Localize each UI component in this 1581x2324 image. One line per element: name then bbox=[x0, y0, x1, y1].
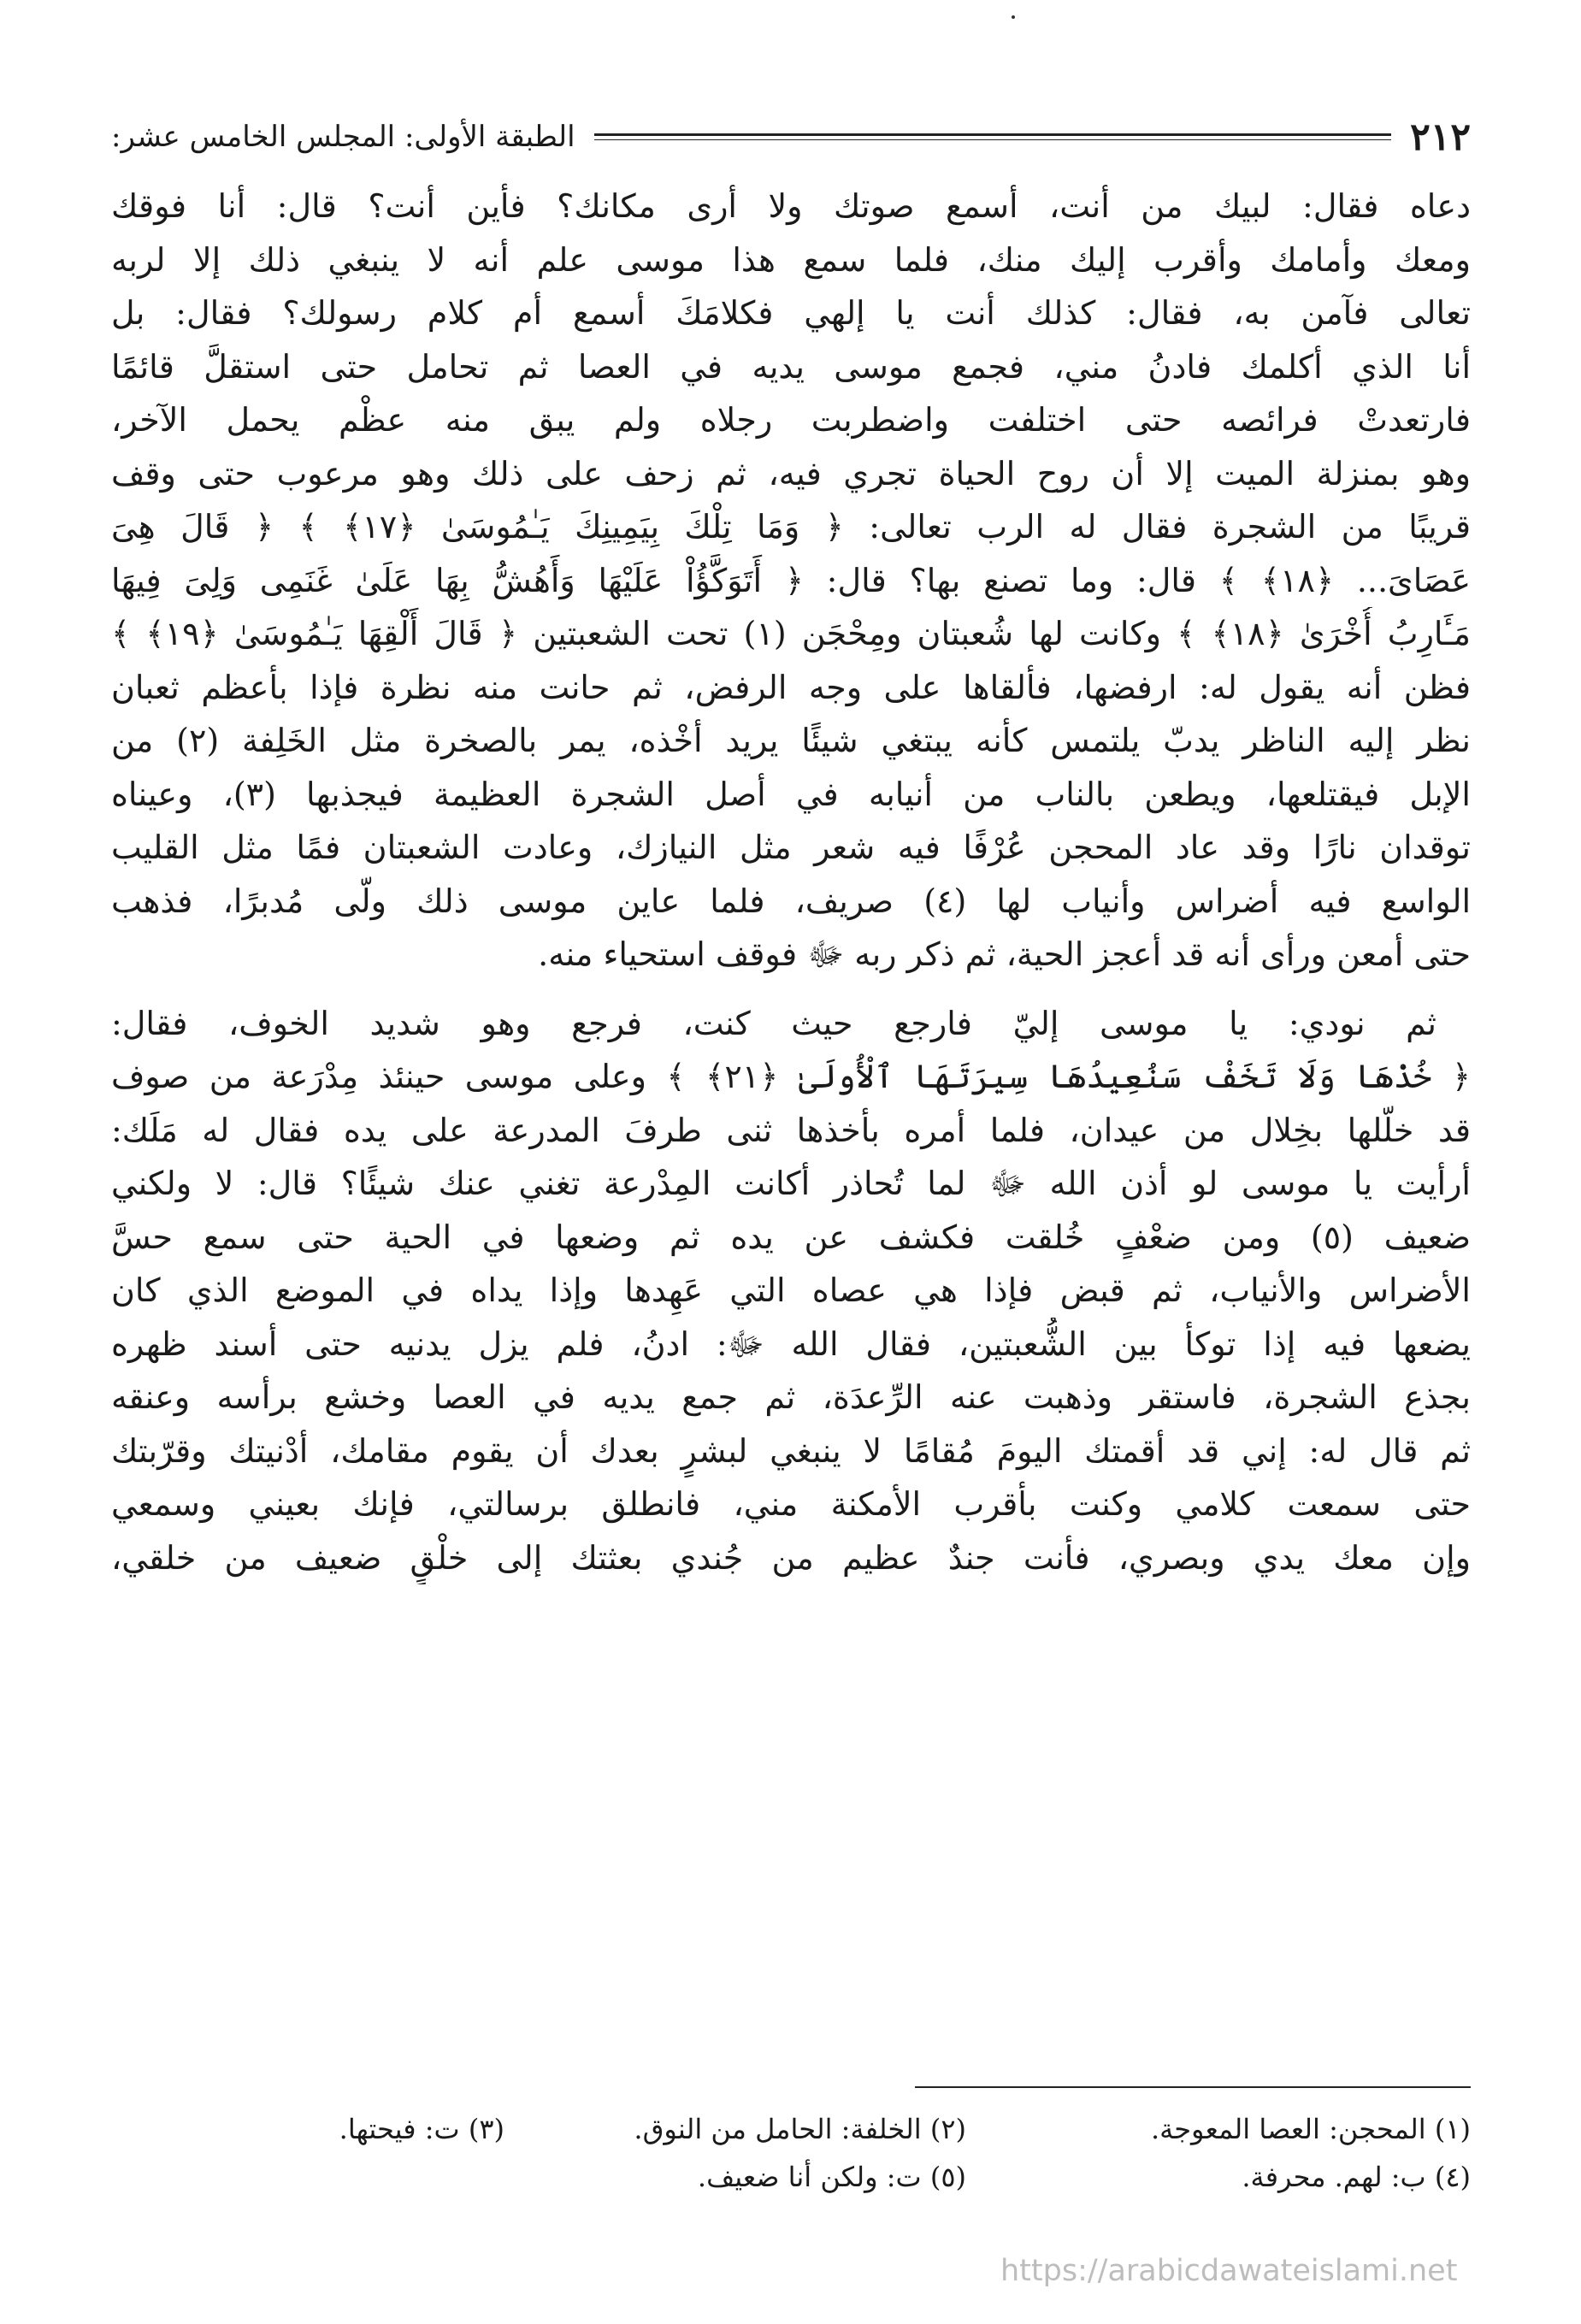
text-line: مَـَٔارِبُ أُخْرَىٰ ﴿١٨﴾ ﴾ وكانت لها شُعبتان ومِحْجَن (١) تحت الشعبتين ﴿ قَالَ أَلْقِهَا يَـٰمُوسَىٰ ﴿١٩﴾ ﴾ bbox=[111, 615, 1471, 652]
text-line: حتى سمعت كلامي وكنت بأقرب الأمكنة مني، فانطلق برسالتي، فإنك بعيني وسمعي bbox=[111, 1485, 1471, 1523]
text-line: قريبًا من الشجرة فقال له الرب تعالى: ﴿ وَمَا تِلْكَ بِيَمِينِكَ يَـٰمُوسَىٰ ﴿١٧﴾ ﴾ ﴿ قَالَ هِىَ bbox=[111, 508, 1471, 546]
speck-mark bbox=[1012, 15, 1015, 19]
text-line: قد خلّلها بخِلال من عيدان، فلما أمره بأخذها ثنى طرفَ المدرعة على يده فقال له مَلَك: bbox=[111, 1111, 1471, 1149]
paragraph-1 bbox=[111, 180, 1471, 982]
paragraph-gap bbox=[111, 982, 1471, 997]
text-line: الأضراس والأنياب، ثم قبض فإذا هي عصاه التي عَهِدها وإذا يداه في الموضع الذي كان bbox=[111, 1271, 1471, 1309]
footnote-row bbox=[111, 2153, 1471, 2201]
text-line: ثم نودي: يا موسى إليّ فارجع حيث كنت، فرجع وهو شديد الخوف، فقال: bbox=[111, 1004, 1436, 1042]
page-header bbox=[111, 111, 1471, 162]
text-line: بجذع الشجرة، فاستقر وذهبت عنه الرِّعدَة، ثم جمع يديه في العصا وخشع برأسه وعنقه bbox=[111, 1378, 1471, 1416]
text-line: الواسع فيه أضراس وأنياب لها (٤) صريف، فلما عاين موسى ذلك ولّى مُدبرًا، فذهب bbox=[111, 882, 1471, 920]
text-line: توقدان نارًا وقد عاد المحجن عُرْفًا فيه شعر مثل النيازك، وعادت الشعبتان فمًا مثل القليب bbox=[111, 829, 1471, 866]
footnotes bbox=[111, 2105, 1471, 2201]
text-line: فظن أنه يقول له: ارفضها، فألقاها على وجه الرفض، ثم حانت منه نظرة فإذا بأعظم ثعبان bbox=[111, 668, 1471, 706]
text-line: تعالى فآمن به، فقال: كذلك أنت يا إلهي فكلامَكَ أسمع أم كلام رسولك؟ فقال: بل bbox=[111, 294, 1471, 332]
text-line: ﴿ خُذْهَا وَلَا تَخَفْ سَنُعِيدُهَا سِيرَتَهَا ٱلْأُولَىٰ ﴿٢١﴾ ﴾ وعلى موسى حينئذ مِدْرَعة من صوف bbox=[111, 1058, 1471, 1095]
text-line: ضعيف (٥) ومن ضعْفٍ خُلقت فكشف عن يده ثم وضعها في الحية حتى سمع حسَّ bbox=[111, 1218, 1471, 1256]
site-watermark: https://arabicdawateislami.net bbox=[1000, 2254, 1458, 2288]
text-line: الإبل فيقتلعها، ويطعن بالناب من أنيابه في أصل الشجرة العظيمة فيجذبها (٣)، وعيناه bbox=[111, 775, 1471, 813]
page-number: ٢١٢ bbox=[1410, 115, 1471, 159]
text-line: فارتعدتْ فرائصه حتى اختلفت واضطربت رجلاه ولم يبق منه عظْم يحمل الآخر، bbox=[111, 401, 1471, 439]
text-line: دعاه فقال: لبيك من أنت، أسمع صوتك ولا أرى مكانك؟ فأين أنت؟ قال: أنا فوقك bbox=[111, 187, 1471, 225]
text-line: حتى أمعن ورأى أنه قد أعجز الحية، ثم ذكر ربه ﷻ فوقف استحياء منه. bbox=[538, 935, 1471, 973]
footnote-row bbox=[111, 2105, 1471, 2153]
footnote-5: (٥) ت: ولكن أنا ضعيف. bbox=[697, 2161, 966, 2193]
text-line: أنا الذي أكلمك فادنُ مني، فجمع موسى يديه في العصا ثم تحامل حتى استقلَّ قائمًا bbox=[111, 347, 1471, 386]
main-text bbox=[111, 180, 1471, 1584]
footnote-1: (١) المحجن: العصا المعوجة. bbox=[1150, 2113, 1471, 2145]
footnote-rule bbox=[915, 2086, 1471, 2088]
text-line: عَصَاىَ... ﴿١٨﴾ ﴾ قال: وما تصنع بها؟ قال: ﴿ أَتَوَكَّؤُاْ عَلَيْهَا وَأَهُشُّ بِهَا عَلَىٰ غَنَمِى وَلِىَ فِيهَا bbox=[111, 561, 1471, 599]
text-line: وهو بمنزلة الميت إلا أن روح الحياة تجري فيه، ثم زحف على ذلك وهو مرعوب حتى وقف bbox=[111, 454, 1471, 493]
footnote-2: (٢) الخلفة: الحامل من النوق. bbox=[634, 2113, 966, 2145]
footnote-4: (٤) ب: لهم. محرفة. bbox=[1242, 2161, 1471, 2193]
running-title: الطبقة الأولى: المجلس الخامس عشر: bbox=[111, 120, 575, 154]
text-line: نظر إليه الناظر يدبّ يلتمس كأنه يبتغي شيئًا يريد أخْذه، يمر بالصخرة مثل الخَلِفة (٢) من bbox=[111, 722, 1471, 759]
paragraph-2 bbox=[111, 997, 1471, 1585]
text-line: يضعها فيه إذا توكأ بين الشُّعبتين، فقال الله ﷻ: ادنُ، فلم يزل يدنيه حتى أسند ظهره bbox=[111, 1324, 1471, 1363]
text-line: أرأيت يا موسى لو أذن الله ﷻ لما تُحاذر أكانت المِدْرعة تغني عنك شيئًا؟ قال: لا ولكني bbox=[111, 1165, 1471, 1202]
text-line: وإن معك يدي وبصري، فأنت جندٌ عظيم من جُندي بعثتك إلى خلْقٍ ضعيف من خلقي، bbox=[111, 1538, 1471, 1577]
text-line: ثم قال له: إني قد أقمتك اليومَ مُقامًا لا ينبغي لبشرٍ بعدك أن يقوم مقامك، أدْنيتك وقرّبتك bbox=[111, 1431, 1471, 1470]
header-rule bbox=[594, 133, 1392, 140]
text-line: ومعك وأمامك وأقرب إليك منك، فلما سمع هذا موسى علم أنه لا ينبغي ذلك إلا لربه bbox=[111, 240, 1471, 279]
footnote-3: (٣) ت: فيحتها. bbox=[339, 2113, 504, 2145]
